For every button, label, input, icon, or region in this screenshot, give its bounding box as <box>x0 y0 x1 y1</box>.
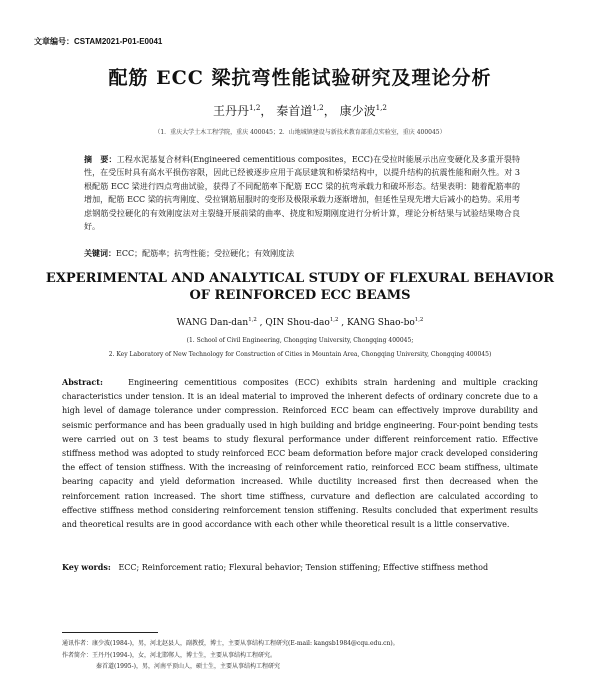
footnotes <box>62 638 538 673</box>
footnote-author-2: 秦首道(1995-)，男，河南平顶山人，硕士生，主要从事结构工程研究 <box>96 663 280 670</box>
footnote-author-1: 王丹丹(1994-)，女，河北邯郸人，博士生，主要从事结构工程研究。 <box>92 651 276 659</box>
english-abstract <box>62 375 538 532</box>
chinese-keywords-text: ECC；配筋率；抗弯性能；受拉硬化；有效刚度法 <box>116 249 295 258</box>
chinese-authors <box>0 102 600 119</box>
footnote-author-intro-label: 作者简介： <box>62 651 93 659</box>
cn-author-affil-marker: 1,2 <box>312 103 324 112</box>
chinese-affiliation: （1．重庆大学土木工程学院，重庆 400045；2．山地城镇建设与新技术教育部重点实验室，重庆 400045） <box>154 129 446 136</box>
cn-author-name: 秦首道 <box>276 104 313 118</box>
cn-author-separator: ， <box>260 104 273 118</box>
chinese-keywords-label: 关键词： <box>84 248 116 258</box>
english-keywords-text: ECC; Reinforcement ratio; Flexural behavior; Tension stiffening; Effective stiffness method <box>118 563 489 572</box>
en-author-affil-marker: 1,2 <box>329 317 339 323</box>
english-authors <box>0 317 600 328</box>
footnote-author-intro <box>62 650 538 662</box>
en-author-name: WANG Dan-dan <box>176 318 249 328</box>
english-keywords <box>62 562 538 572</box>
chinese-abstract <box>84 153 520 233</box>
article-number: 文章编号：CSTAM2021-P01-E0041 <box>34 37 163 46</box>
cn-author-name: 康少波 <box>339 104 376 118</box>
en-author-separator: , <box>256 318 266 328</box>
en-author-name: KANG Shao-bo <box>347 318 415 328</box>
english-abstract-text: Engineering cementitious composites (ECC) exhibits strain hardening and multiple cracking characteristics under tension. It is an ideal material to improved the inherent defects of ordinary concrete due to a high level of damage tolerance under compression. Reinforced ECC beam can effectively improve durability and seismic performance and has been gradually used in high building and bridge engineering. Four-point bending tests were carried out on 3 test beams to study flexural performance under different reinforcement ratio. Effective stiffness method was adopted to study reinforced ECC beam deformation before major crack developed considering the effect of tension stiffness. With the increasing of reinforcement ratio, reinforced ECC beam stiffness, ultimate bearing capacity and yield deformation increased. While ductility increased first then decreased when the reinforcement ration increased. The short time stiffness, curvature and deflection are calculated according to effective stiffness method considering reinforcement tension stiffening. Results concluded that experiment results and theoretical results are in good accordance with each other while theoretical result is a little conservative. <box>62 378 539 530</box>
english-title-line: OF REINFORCED ECC BEAMS <box>189 288 411 303</box>
chinese-title: 配筋 ECC 梁抗弯性能试验研究及理论分析 <box>108 67 492 89</box>
chinese-abstract-text: 工程水泥基复合材料(Engineered cementitious composites，ECC)在受拉时能展示出应变硬化及多重开裂特性，在受压时具有高水平损伤容限，因此已经被逐步应用于高层建筑和桥梁结构中，以提升结构的抗震性能和耐久性。对 3 根配筋 ECC 梁进行四点弯曲试验，获得了不同配筋率下配筋 ECC 梁的抗弯承载力和破坏形态。结果表明：随着配筋率的增加，配筋 ECC 梁的抗弯刚度、受拉钢筋屈服时的变形及极限承载力逐渐增加，但延性呈现先增大后减小的趋势。采用考虑钢筋受拉硬化的有效刚度法对主裂缝开展前梁的曲率、挠度和短期刚度进行分析计算，理论分析结果与试验结果吻合良好。 <box>84 155 521 232</box>
en-author-name: QIN Shou-dao <box>265 318 330 328</box>
en-author-affil-marker: 1,2 <box>248 317 257 323</box>
footnote-corresponding-author: 通讯作者：康少波(1984-)，男，河北赵县人，副教授，博士，主要从事结构工程研究(E-mail: kangsb1984@cqu.edu.cn)。 <box>62 640 399 647</box>
cn-author-name: 王丹丹 <box>212 104 249 118</box>
english-title-line: EXPERIMENTAL AND ANALYTICAL STUDY OF FLEXURAL BEHAVIOR <box>45 271 555 286</box>
en-author-affil-marker: 1,2 <box>414 317 424 323</box>
english-affiliation-2: 2. Key Laboratory of New Technology for Construction of Cities in Mountain Area, Chongqing University, Chongqing 400045) <box>108 351 492 358</box>
english-title <box>0 270 600 304</box>
cn-author-affil-marker: 1,2 <box>248 103 261 112</box>
cn-author-separator: ， <box>323 104 336 118</box>
english-keywords-label: Key words: <box>62 562 111 572</box>
english-abstract-label: Abstract: <box>62 377 103 387</box>
english-affiliation-1: (1. School of Civil Engineering, Chongqing University, Chongqing 400045; <box>186 337 414 344</box>
en-author-separator: , <box>338 318 347 328</box>
chinese-keywords <box>84 248 520 259</box>
footnote-divider <box>62 632 158 633</box>
chinese-abstract-label: 摘 要： <box>84 154 117 164</box>
cn-author-affil-marker: 1,2 <box>375 103 388 112</box>
